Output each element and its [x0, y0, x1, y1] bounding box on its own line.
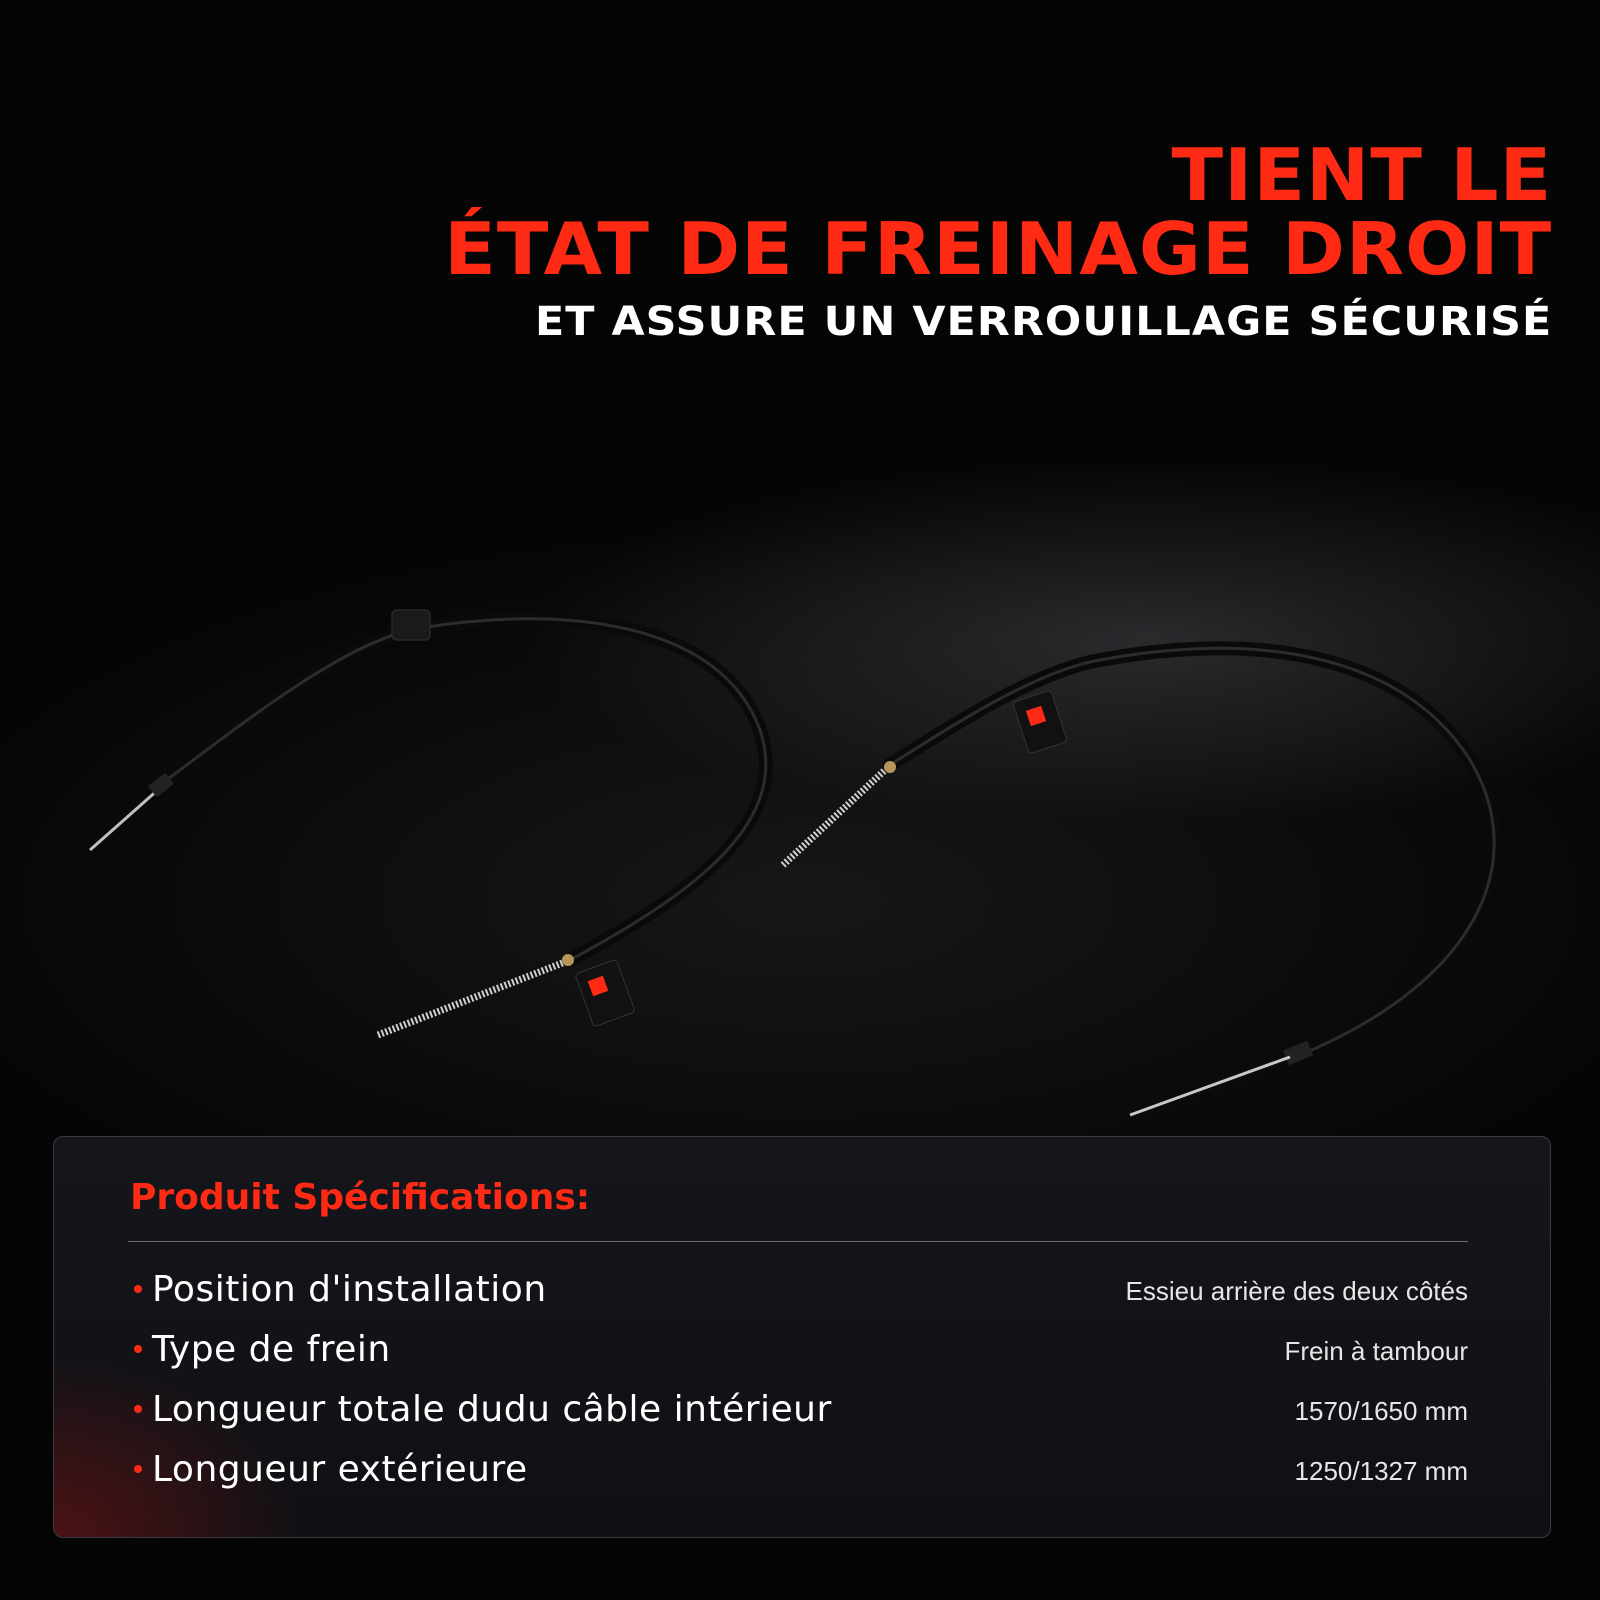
- specifications-title: Produit Spécifications:: [130, 1177, 591, 1218]
- left-cable: [90, 610, 766, 1035]
- right-cable: [783, 648, 1494, 1115]
- headline-line-2: ÉTAT DE FREINAGE DROIT: [443, 207, 1552, 291]
- spec-value: 1570/1650 mm: [1294, 1396, 1468, 1426]
- brand-tag: [575, 959, 635, 1027]
- spec-value: Essieu arrière des deux côtés: [1125, 1276, 1468, 1306]
- spec-row: [128, 1447, 1468, 1497]
- headline: [443, 133, 1552, 350]
- cable-fitting-right: [884, 761, 896, 773]
- cable-fitting: [562, 954, 574, 966]
- headline-line-1: TIENT LE: [1171, 133, 1552, 217]
- spec-value: Frein à tambour: [1284, 1336, 1468, 1366]
- spec-row: [128, 1267, 1468, 1317]
- spec-row: [128, 1327, 1468, 1377]
- bullet-icon: [134, 1465, 142, 1473]
- cable-grommet: [392, 610, 430, 640]
- bullet-icon: [134, 1285, 142, 1293]
- spec-label: Longueur extérieure: [152, 1449, 528, 1490]
- spec-label: Position d'installation: [152, 1269, 547, 1310]
- spec-row: [128, 1387, 1468, 1437]
- bullet-icon: [134, 1345, 142, 1353]
- specifications-panel: [53, 1136, 1551, 1538]
- headline-line-3: ET ASSURE UN VERROUILLAGE SÉCURISÉ: [534, 299, 1552, 345]
- product-image-brake-cables: [0, 560, 1600, 1140]
- spec-label: Type de frein: [152, 1329, 391, 1370]
- spec-value: 1250/1327 mm: [1294, 1456, 1468, 1486]
- divider: [128, 1241, 1468, 1242]
- spec-label: Longueur totale dudu câble intérieur: [152, 1389, 832, 1430]
- bullet-icon: [134, 1405, 142, 1413]
